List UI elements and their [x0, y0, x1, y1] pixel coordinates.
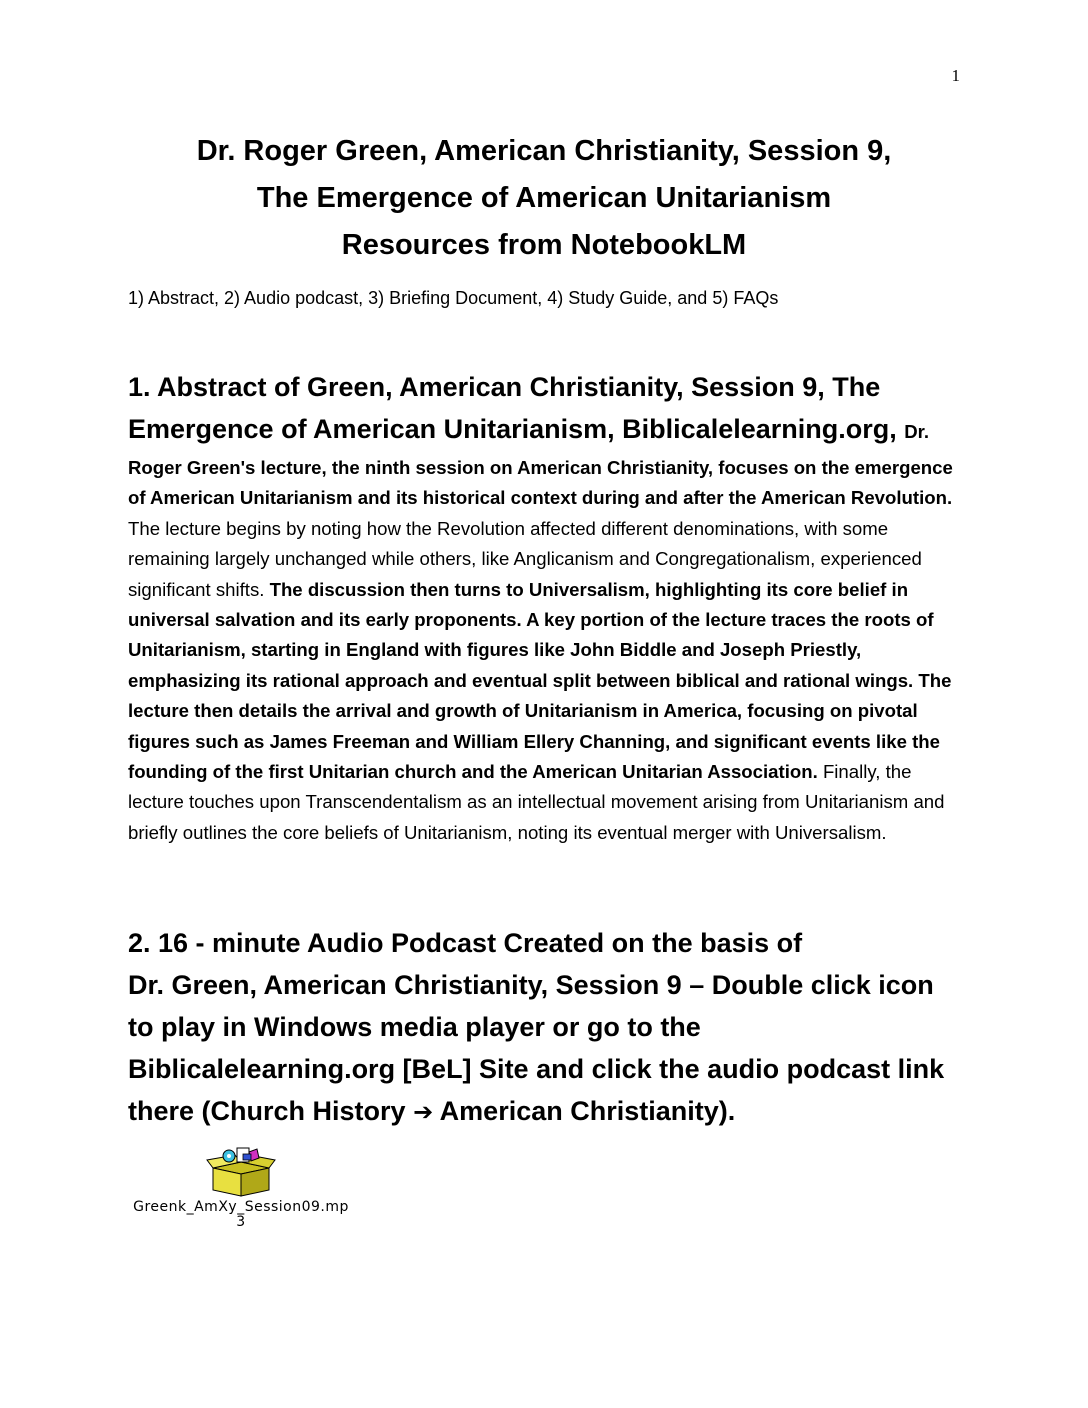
audio-file-name[interactable]: Greenk_AmXy_Session09.mp3 [133, 1199, 349, 1230]
abstract-paragraph [128, 453, 960, 848]
podcast-heading-line-2: Dr. Green, American Christianity, Session 9 – Double click icon to play in Windows media player or go to the Biblicalelearning.org [BeL] Site and click the audio podcast link there (Church History [128, 970, 945, 1126]
abstract-heading [128, 366, 960, 453]
document-title [0, 128, 1088, 269]
abstract-normal-2: Finally, the lecture touches upon Transcendentalism as an intellectual movement arising from Unitarianism and briefly outlines the core beliefs of Unitarianism, noting its eventual merger with Universalism. [128, 761, 945, 843]
title-line-1: Dr. Roger Green, American Christianity, Session 9, [196, 135, 892, 167]
title-line-3: Resources from NotebookLM [341, 229, 747, 261]
podcast-section [128, 922, 960, 1133]
arrow-right-icon: ➔ [413, 1098, 434, 1126]
audio-file-attachment[interactable] [126, 1146, 356, 1230]
title-line-2: The Emergence of American Unitarianism [256, 182, 832, 214]
abstract-section [128, 366, 960, 848]
contents-list: 1) Abstract, 2) Audio podcast, 3) Briefing Document, 4) Study Guide, and 5) FAQs [128, 288, 779, 308]
abstract-heading-text: 1. Abstract of Green, American Christianity, Session 9, The Emergence of American Unitarianism, Biblicalelearning.org, [128, 372, 897, 444]
podcast-heading [128, 922, 960, 1133]
abstract-bold-1: Roger Green's lecture, the ninth session on American Christianity, focuses on the emergence of American Unitarianism and its historical context during and after the American Revolution. [128, 457, 953, 509]
abstract-lead: Dr. [904, 421, 930, 442]
podcast-heading-line-3: American Christianity). [439, 1096, 736, 1126]
podcast-heading-line-1: 2. 16 - minute Audio Podcast Created on the basis of [128, 928, 803, 958]
abstract-bold-2: The discussion then turns to Universalism, highlighting its core belief in universal salvation and its early proponents. A key portion of the lecture traces the roots of Unitarianism, starting in England with figures like John Biddle and Joseph Priestly, emphasizing its rational approach and eventual split between biblical and rational wings. The lecture then details the arrival and growth of Unitarianism in America, focusing on pivotal figures such as James Freeman and William Ellery Channing, and significant events like the founding of the first Unitarian church and the American Unitarian Association. [128, 578, 952, 783]
page-number: 1 [951, 66, 960, 85]
media-package-icon[interactable] [205, 1146, 277, 1198]
abstract-normal-1: The lecture begins by noting how the Revolution affected different denominations, with some remaining largely unchanged while others, like Anglicanism and Congregationalism, experienced significant shifts. [128, 517, 922, 600]
